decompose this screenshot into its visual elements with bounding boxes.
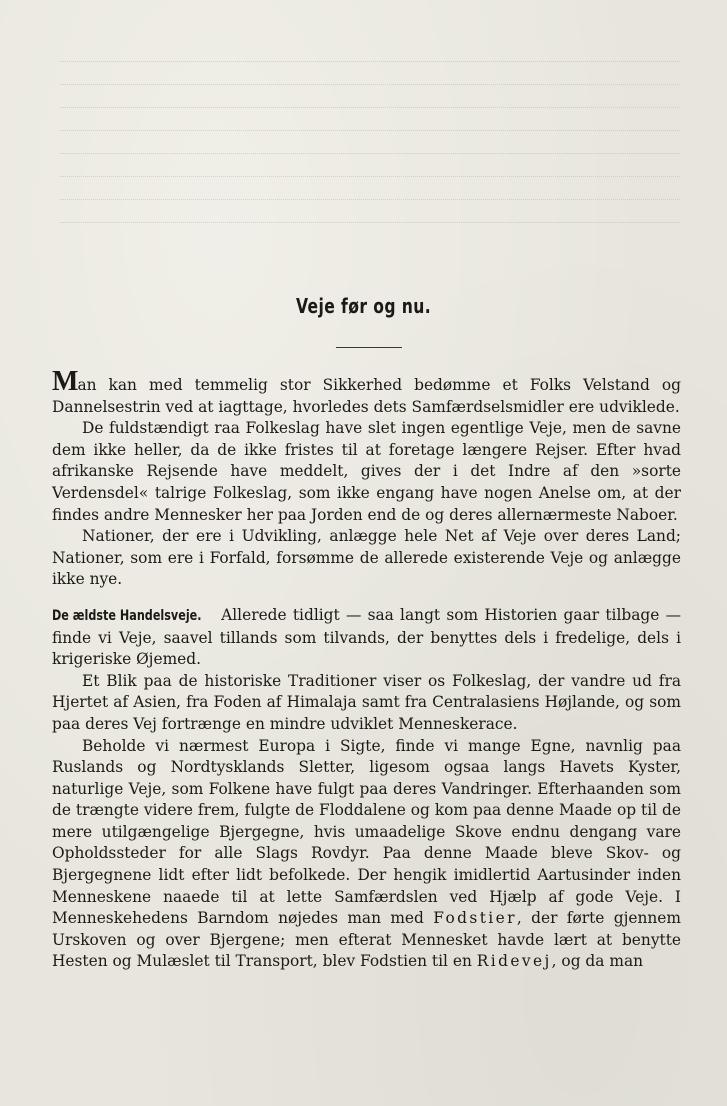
drop-cap: M [52,366,78,397]
section-text: Allerede tidligt — saa langt som Historien gaar tilbage — finde vi Veje, saavel tillands som tilvands, der benyttes dels i fredelige, dels i krigeriske Øjemed. [52,605,681,669]
intro-text: an kan med temmelig stor Sikkerhed bedømme et Folks Velstand og Dannelsestrin ved at iagttage, hvorledes dets Samfærdselsmidler ere udviklede. [52,376,681,416]
paragraph-text: Beholde vi nærmest Europa i Sigte, finde vi mange Egne, navnlig paa Ruslands og Nordtysklands Sletter, ligesom ogsaa langs Havets Kyster, naturlige Veje, som Folkene have fulgt paa deres Vandringer. Efterhaanden som de trængte videre frem, fulgte de Floddalene og kom paa denne Maade op til de mere utilgængelige Bjergegne, hvis umaadelige Skove endnu dengang vare Opholdssteder for alle Slags Rovdyr. Paa denne Maade bleve Skov- og Bjergegnene lidt efter lidt befolkede. Der hengik imidlertid Aartusinder inden Menneskene naaede til at lette Samfærdslen ved Hjælp af gode Veje. I Menneskehedens Barndom nøjedes man med [52,736,681,928]
section-paragraph [52,605,681,671]
body-text [52,366,681,973]
spaced-word: Fodstier [433,909,517,928]
paragraph-text: , og da man [551,952,644,971]
show-through-text [60,40,680,260]
section-heading: De ældste Handelsveje. [52,607,202,624]
spaced-word: Ridevej [476,952,552,971]
paragraph [52,736,681,974]
title-divider [336,347,402,348]
paragraph-text: , der førte gjennem Urskoven og over Bjergene; men efterat Mennesket havde lært at benytte Hesten og Mulæslet til Transport, blev Fodstien til en [52,909,681,971]
paragraph: Nationer, der ere i Udvikling, anlægge hele Net af Veje over deres Land; Nationer, som ere i Forfald, forsømme de allerede existerende Veje og anlægge ikke nye. [52,527,681,589]
chapter-title: Veje før og nu. [295,294,432,318]
paragraph: De fuldstændigt raa Folkeslag have slet ingen egentlige Veje, men de savne dem ikke heller, da de ikke fristes til at foretage længere Rejser. Efter hvad afrikanske Rejsende have meddelt, gives der i det Indre af den »sorte Verdensdel« talrige Folkeslag, som ikke engang have nogen Anelse om, at der findes andre Mennesker her paa Jorden end de og deres allernærmeste Naboer. [52,419,681,524]
intro-paragraph [52,366,681,418]
paragraph: Et Blik paa de historiske Traditioner viser os Folkeslag, der vandre ud fra Hjertet af Asien, fra Foden af Himalaja samt fra Centralasiens Højlande, og som paa deres Vej fortrænge en mindre udviklet Menneskerace. [52,671,681,733]
